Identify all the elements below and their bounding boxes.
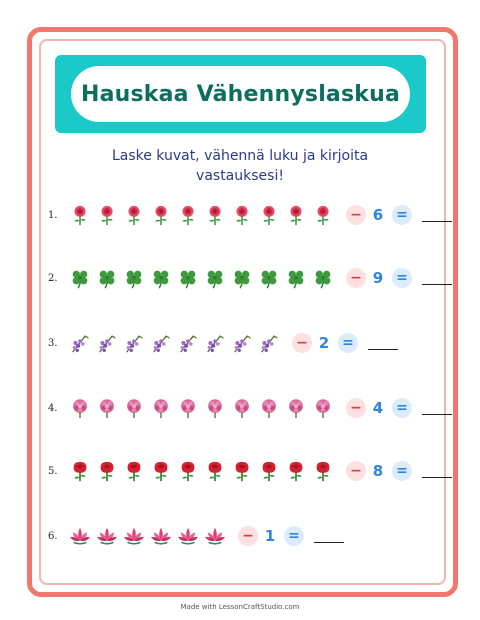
clover-icon — [147, 265, 174, 291]
hydrangea-icon — [174, 395, 201, 421]
rose-icon — [93, 202, 120, 228]
minus-sign: − — [292, 333, 312, 353]
minus-sign: − — [238, 526, 258, 546]
equals-sign: = — [392, 268, 412, 288]
picture-group — [66, 265, 336, 291]
hydrangea-icon — [309, 395, 336, 421]
hydrangea-icon — [120, 395, 147, 421]
problem-row-4 — [48, 395, 452, 421]
subtract-number: 2 — [318, 334, 330, 352]
red-rose-icon — [174, 458, 201, 484]
problem-row-6 — [48, 523, 344, 549]
clover-icon — [309, 265, 336, 291]
equals-sign: = — [284, 526, 304, 546]
hydrangea-icon — [201, 395, 228, 421]
hydrangea-icon — [66, 395, 93, 421]
lotus-icon — [201, 523, 228, 549]
equals-sign: = — [392, 461, 412, 481]
subtract-number: 1 — [264, 527, 276, 545]
picture-group — [66, 395, 336, 421]
problem-row-2 — [48, 265, 452, 291]
lotus-icon — [93, 523, 120, 549]
clover-icon — [228, 265, 255, 291]
equals-sign: = — [392, 205, 412, 225]
answer-blank[interactable] — [422, 221, 452, 222]
clover-icon — [201, 265, 228, 291]
red-rose-icon — [228, 458, 255, 484]
clover-icon — [174, 265, 201, 291]
lilac-icon — [147, 330, 174, 356]
hydrangea-icon — [255, 395, 282, 421]
subtract-number: 8 — [372, 462, 384, 480]
hydrangea-icon — [147, 395, 174, 421]
lilac-icon — [93, 330, 120, 356]
answer-blank[interactable] — [422, 414, 452, 415]
rose-icon — [255, 202, 282, 228]
picture-group — [66, 330, 282, 356]
red-rose-icon — [201, 458, 228, 484]
minus-sign: − — [346, 398, 366, 418]
lotus-icon — [174, 523, 201, 549]
rose-icon — [309, 202, 336, 228]
rose-icon — [66, 202, 93, 228]
minus-sign: − — [346, 268, 366, 288]
red-rose-icon — [147, 458, 174, 484]
problem-number: 1. — [48, 209, 58, 221]
rose-icon — [282, 202, 309, 228]
problem-number: 3. — [48, 337, 58, 349]
answer-blank[interactable] — [368, 349, 398, 350]
footer-credit: Made with LessonCraftStudio.com — [180, 603, 300, 611]
answer-blank[interactable] — [314, 542, 344, 543]
problem-number: 5. — [48, 465, 58, 477]
subtract-number: 9 — [372, 269, 384, 287]
rose-icon — [174, 202, 201, 228]
lilac-icon — [201, 330, 228, 356]
instructions-text: Laske kuvat, vähennä luku ja kirjoita vastauksesi! — [111, 148, 369, 184]
problem-number: 6. — [48, 530, 58, 542]
title-band — [55, 55, 426, 133]
hydrangea-icon — [228, 395, 255, 421]
lotus-icon — [66, 523, 93, 549]
red-rose-icon — [66, 458, 93, 484]
clover-icon — [66, 265, 93, 291]
red-rose-icon — [93, 458, 120, 484]
page-title: Hauskaa Vähennyslaskua — [71, 66, 410, 122]
red-rose-icon — [120, 458, 147, 484]
answer-blank[interactable] — [422, 284, 452, 285]
equals-sign: = — [338, 333, 358, 353]
rose-icon — [147, 202, 174, 228]
hydrangea-icon — [93, 395, 120, 421]
rose-icon — [201, 202, 228, 228]
problem-number: 2. — [48, 272, 58, 284]
lilac-icon — [255, 330, 282, 356]
lilac-icon — [120, 330, 147, 356]
equals-sign: = — [392, 398, 412, 418]
problem-row-5 — [48, 458, 452, 484]
rose-icon — [228, 202, 255, 228]
answer-blank[interactable] — [422, 477, 452, 478]
red-rose-icon — [255, 458, 282, 484]
problem-row-1 — [48, 202, 452, 228]
minus-sign: − — [346, 205, 366, 225]
clover-icon — [120, 265, 147, 291]
picture-group — [66, 202, 336, 228]
rose-icon — [120, 202, 147, 228]
clover-icon — [93, 265, 120, 291]
clover-icon — [282, 265, 309, 291]
problem-row-3 — [48, 330, 398, 356]
hydrangea-icon — [282, 395, 309, 421]
lilac-icon — [228, 330, 255, 356]
red-rose-icon — [282, 458, 309, 484]
subtract-number: 6 — [372, 206, 384, 224]
lilac-icon — [174, 330, 201, 356]
lilac-icon — [66, 330, 93, 356]
lotus-icon — [120, 523, 147, 549]
red-rose-icon — [309, 458, 336, 484]
subtract-number: 4 — [372, 399, 384, 417]
clover-icon — [255, 265, 282, 291]
picture-group — [66, 458, 336, 484]
lotus-icon — [147, 523, 174, 549]
problem-number: 4. — [48, 402, 58, 414]
picture-group — [66, 523, 228, 549]
minus-sign: − — [346, 461, 366, 481]
